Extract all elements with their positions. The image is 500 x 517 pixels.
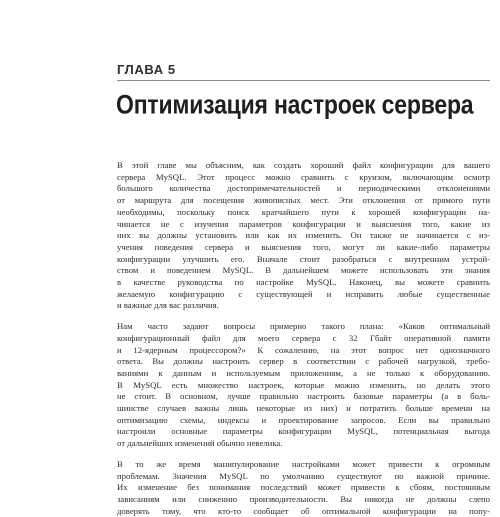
text-line: шинстве случаев важны лишь некоторые из них) и потратить больше времени на xyxy=(117,403,490,414)
chapter-number-label: ГЛАВА 5 xyxy=(117,62,176,77)
text-line: В то же время манипулирование настройками может привести к огромным xyxy=(117,458,490,469)
text-line: и 12-ядерным процессором?» К сожалению, на этот вопрос нет однозначного xyxy=(117,344,490,355)
text-line: зависаниям или снижению производительности. Вы никогда не должны слепо xyxy=(117,493,490,504)
text-line: них вы должны установить или как их изменить. Он также не начинается с из- xyxy=(117,230,490,241)
body-text xyxy=(117,160,490,517)
paragraph xyxy=(117,160,490,312)
text-line: В MySQL есть множество настроек, которые можно изменить, но делать этого xyxy=(117,379,490,390)
text-line: ваниями к данным и используемым приложениям, а не только к оборудованию. xyxy=(117,367,490,378)
text-line: Их изменение без понимания последствий может привести к сбоям, постоянным xyxy=(117,482,490,493)
text-line: сервера MySQL. Этот процесс можно сравнить с круизом, включающим осмотр xyxy=(117,171,490,182)
text-line: необходимы, поскольку поиск кратчайшего пути к хорошей конфигурации на- xyxy=(117,206,490,217)
chapter-divider-rule xyxy=(117,80,490,81)
text-line: от маршрута для посещения живописных мест. Эти отклонения от прямого пути xyxy=(117,195,490,206)
text-line: проблемам. Значения MySQL по умолчанию существуют по важной причине. xyxy=(117,470,490,481)
chapter-title: Оптимизация настроек сервера xyxy=(116,89,474,120)
text-line: желаемую конфигурацию с существующей и исправить любые существенные xyxy=(117,288,490,299)
text-line: Нам часто задают вопросы примерно такого плана: «Каков оптимальный xyxy=(117,321,490,332)
text-line: доверять тому, что кто-то сообщает об оптимальной конфигурации на попу- xyxy=(117,505,490,516)
text-line: настроили основные параметры конфигурации MySQL, потенциальная выгода xyxy=(117,426,490,437)
text-line: конфигурации улучшить его. Вначале стоит разобраться с внутренним устрой- xyxy=(117,253,490,264)
paragraph xyxy=(117,321,490,450)
text-line: оптимизацию схемы, индексы и проектирование запросов. Если вы правильно xyxy=(117,414,490,425)
text-line: ответа. Вы должны настроить сервер в соответствии с рабочей нагрузкой, требо- xyxy=(117,356,490,367)
paragraph xyxy=(117,459,490,517)
text-line: конфигурационный файл для моего сервера с 32 Гбайт оперативной памяти xyxy=(117,332,490,343)
text-line: чинается не с изучения параметров конфигурации и выяснения того, какие из xyxy=(117,218,490,229)
text-line: большого количества достопримечательностей и периодическими отклонениями xyxy=(117,183,490,194)
text-line: не стоит. В основном, лучше правильно настроить базовые параметры (а в боль- xyxy=(117,391,490,402)
text-line: в качестве руководства по настройке MySQL. Наконец, вы можете сравнить xyxy=(117,277,490,288)
text-line: от дальнейших изменений обычно невелика. xyxy=(117,438,283,449)
text-line: В этой главе мы объясним, как создать хороший файл конфигурации для вашего xyxy=(117,160,490,170)
text-line: ством и поведением MySQL. В дальнейшем можете использовать эти знания xyxy=(117,265,490,276)
text-line: и важные для вас различия. xyxy=(117,300,219,311)
text-line: учения поведения сервера и выяснения того, могут ли какие-либо параметры xyxy=(117,241,490,252)
